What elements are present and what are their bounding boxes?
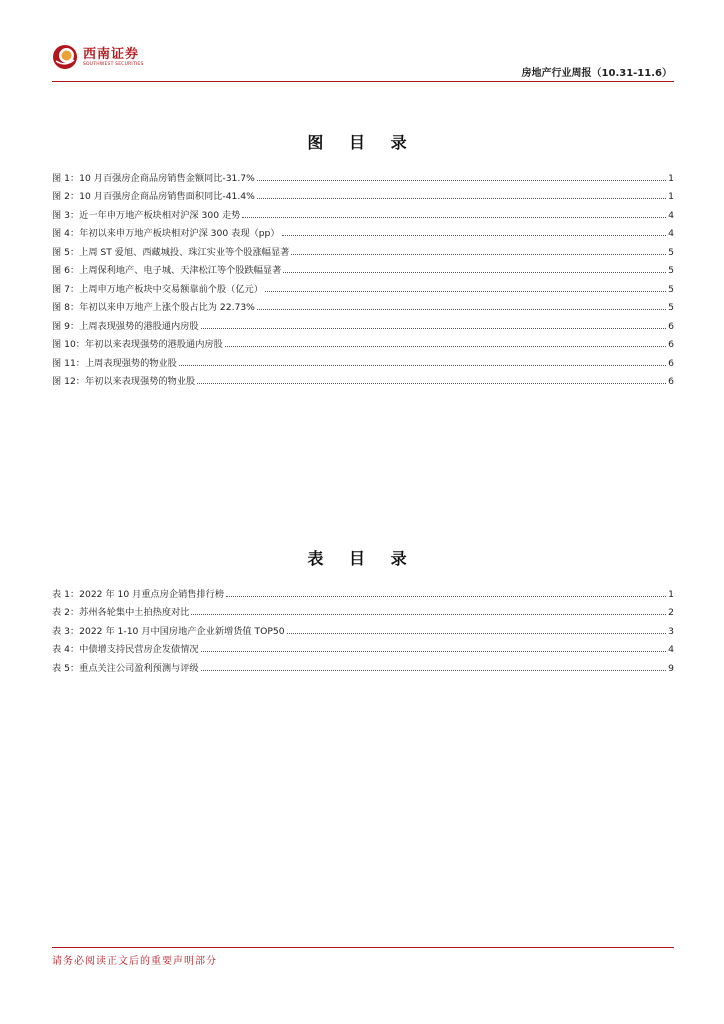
toc-entry-label: 图 9：上周表现强势的港股通内房股	[52, 320, 199, 332]
toc-leader	[225, 346, 666, 347]
report-title: 房地产行业周报（10.31-11.6）	[521, 68, 672, 79]
toc-entry-page: 6	[668, 376, 674, 387]
toc-entry-page: 5	[668, 246, 674, 258]
toc-entry-label: 表 3：2022 年 1-10 月中国房地产企业新增货值 TOP50	[52, 625, 285, 637]
toc-entry[interactable]	[52, 332, 674, 351]
toc-entry[interactable]	[52, 350, 674, 369]
toc-entry[interactable]	[52, 313, 674, 332]
toc-entry-label: 表 2：苏州各轮集中土拍热度对比	[52, 607, 190, 618]
toc-leader	[191, 614, 666, 615]
toc-entry-page: 4	[668, 209, 674, 221]
toc-entry-page: 5	[668, 283, 674, 295]
toc-leader	[291, 254, 666, 255]
toc-entry[interactable]	[52, 221, 674, 240]
toc-entry-label: 图 12：年初以来表现强势的物业股	[52, 376, 196, 387]
table-toc-title: 表 目 录	[307, 549, 417, 568]
toc-entry-label: 图 4：年初以来申万地产板块相对沪深 300 表现（pp）	[52, 228, 280, 239]
figure-toc-title: 图 目 录	[307, 133, 417, 152]
toc-entry-page: 3	[668, 625, 674, 637]
logo-emblem-icon	[52, 44, 78, 70]
toc-entry-label: 图 7：上周申万地产板块中交易额靠前个股（亿元）	[52, 283, 263, 295]
toc-entry[interactable]	[52, 184, 674, 203]
toc-entry-page: 6	[668, 357, 674, 369]
toc-entry-label: 图 8：年初以来申万地产上涨个股占比为 22.73%	[52, 302, 255, 313]
toc-leader	[201, 328, 667, 329]
toc-entry-label: 表 1：2022 年 10 月重点房企销售排行榜	[52, 588, 225, 600]
toc-entry-label: 图 1：10 月百强房企商品房销售金额同比-31.7%	[52, 172, 255, 184]
toc-entry-page: 1	[668, 172, 674, 184]
toc-leader	[242, 217, 666, 218]
toc-leader	[257, 309, 666, 310]
toc-leader	[179, 365, 666, 366]
toc-entry-page: 9	[668, 662, 674, 674]
toc-entry[interactable]	[52, 276, 674, 295]
toc-entry-page: 4	[668, 228, 674, 239]
logo-name-cn: 西南证券	[83, 47, 140, 62]
toc-entry-label: 图 11：上周表现强势的物业股	[52, 357, 177, 369]
toc-entry-page: 2	[668, 607, 674, 618]
toc-entry[interactable]	[52, 618, 674, 637]
toc-leader	[283, 272, 666, 273]
toc-entry-label: 图 2：10 月百强房企商品房销售面积同比-41.4%	[52, 191, 255, 202]
toc-leader	[201, 670, 667, 671]
toc-entry[interactable]	[52, 369, 674, 388]
toc-entry-page: 1	[668, 588, 674, 600]
table-toc-list	[52, 581, 674, 674]
toc-entry[interactable]	[52, 165, 674, 184]
header-divider	[52, 81, 674, 82]
toc-entry[interactable]	[52, 295, 674, 314]
toc-entry-page: 1	[668, 191, 674, 202]
logo-name-en: SOUTHWEST SECURITIES	[83, 62, 144, 67]
toc-entry-label: 表 5：重点关注公司盈利预测与评级	[52, 662, 199, 674]
toc-leader	[257, 180, 666, 181]
company-logo	[52, 44, 144, 70]
toc-entry-page: 6	[668, 320, 674, 332]
toc-entry-page: 5	[668, 302, 674, 313]
toc-leader	[257, 198, 666, 199]
toc-entry-page: 6	[668, 339, 674, 350]
toc-entry[interactable]	[52, 202, 674, 221]
toc-entry[interactable]	[52, 600, 674, 619]
toc-entry[interactable]	[52, 258, 674, 277]
toc-entry-label: 图 3：近一年申万地产板块相对沪深 300 走势	[52, 209, 241, 221]
figure-toc-list	[52, 165, 674, 387]
toc-entry-label: 表 4：中债增支持民营房企发债情况	[52, 644, 199, 655]
footer-disclaimer: 请务必阅读正文后的重要声明部分	[52, 956, 217, 967]
toc-entry-label: 图 5：上周 ST 爱旭、西藏城投、珠江实业等个股涨幅显著	[52, 246, 290, 258]
toc-entry[interactable]	[52, 581, 674, 600]
toc-leader	[282, 235, 667, 236]
toc-entry-page: 4	[668, 644, 674, 655]
toc-entry[interactable]	[52, 239, 674, 258]
toc-leader	[226, 596, 666, 597]
toc-entry-label: 图 10：年初以来表现强势的港股通内房股	[52, 339, 223, 350]
toc-entry-label: 图 6：上周保利地产、电子城、天津松江等个股跌幅显著	[52, 265, 282, 276]
toc-leader	[287, 633, 667, 634]
toc-entry[interactable]	[52, 637, 674, 656]
page-header	[52, 42, 674, 82]
toc-entry-page: 5	[668, 265, 674, 276]
toc-leader	[201, 651, 667, 652]
toc-entry[interactable]	[52, 655, 674, 674]
toc-leader	[197, 383, 666, 384]
toc-leader	[265, 291, 666, 292]
footer-divider	[52, 947, 674, 948]
